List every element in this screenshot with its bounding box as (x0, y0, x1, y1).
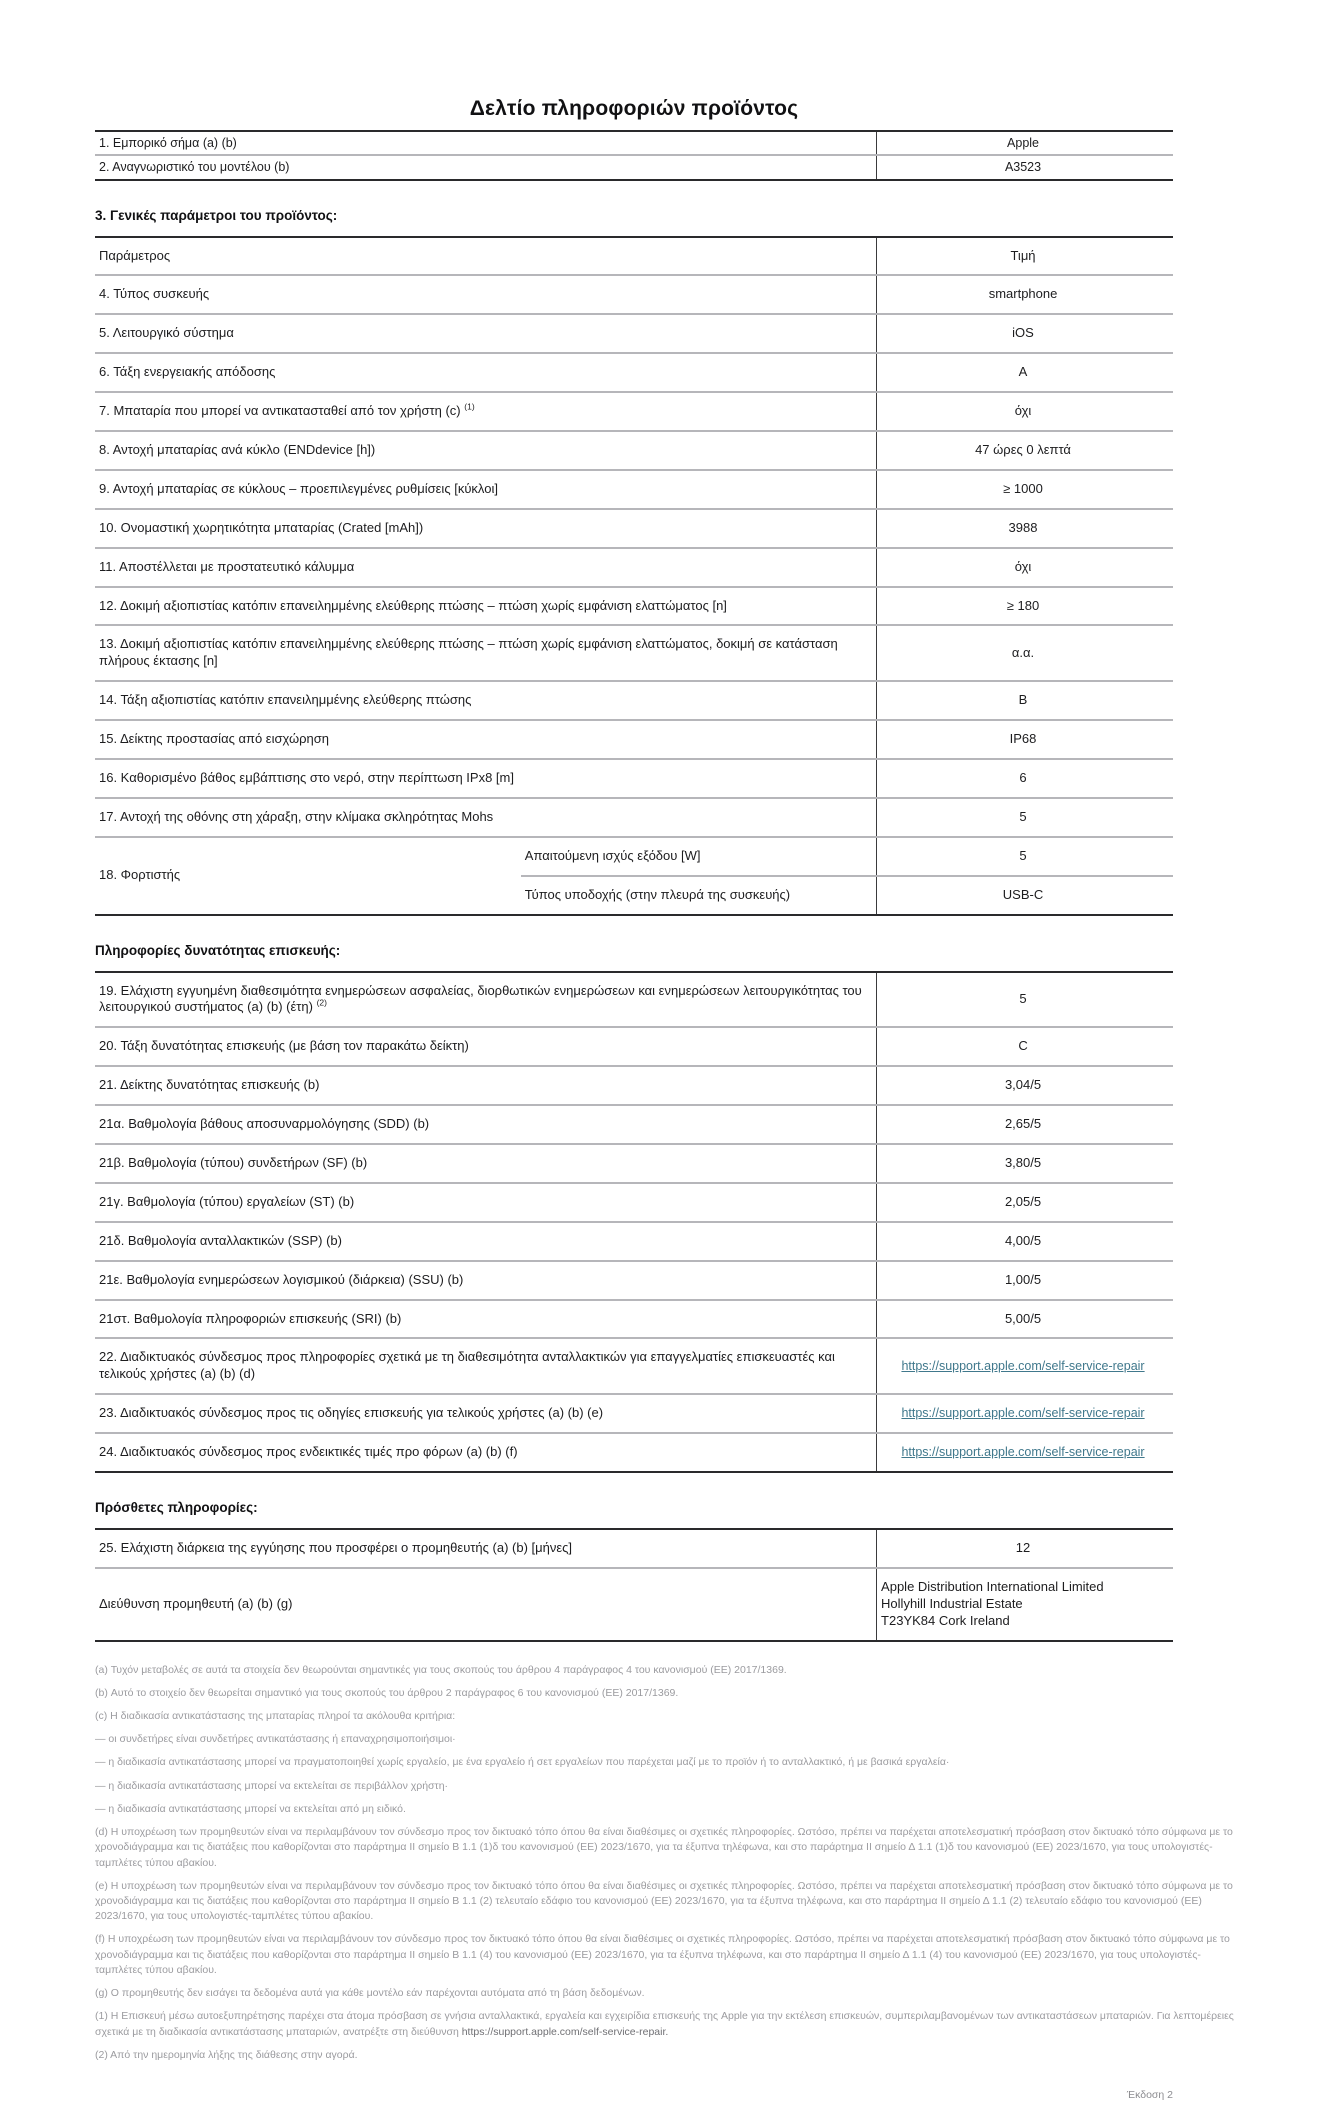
row-value: 1,00/5 (877, 1261, 1173, 1300)
footnote-d: (d) Η υποχρέωση των προμηθευτών είναι να περιλαμβάνουν τον σύνδεσμο προς τον δικτυακό τόπο όπου θα είναι διαθέσιμες οι σχετικές πληροφορίες. Ωστόσο, πρέπει να παρέχεται αποτελεσματική πρόσβαση στον δικτυακό τόπο σύμφωνα με το χρονοδιάγραμμα και τις διατάξεις που καθορίζονται στο παράρτημα II σημείο B 1.1 (1)δ του κανονισμού (ΕΕ) 2023/1670, για τα έξυπνα τηλέφωνα, και στο παράρτημα II σημείο Δ 1.1 (1)δ του κανονισμού (ΕΕ) 2023/1670, για τους υπολογιστές-ταμπλέτες τύπου αβακίου. (95, 1826, 1233, 1869)
row-value: B (877, 681, 1173, 720)
row-label: 21α. Βαθμολογία βάθους αποσυναρμολόγησης (SDD) (b) (95, 1105, 877, 1144)
row-value: ≥ 180 (877, 587, 1173, 626)
table-header-row (95, 237, 1173, 276)
self-service-repair-link[interactable]: https://support.apple.com/self-service-repair (901, 1406, 1145, 1421)
page-title: Δελτίο πληροφοριών προϊόντος (469, 97, 799, 120)
footnote-1-url: https://support.apple.com/self-service-repair. (461, 2025, 669, 2038)
charger-sub-label: Τύπος υποδοχής (στην πλευρά της συσκευής) (521, 876, 877, 915)
row-value (877, 1394, 1173, 1433)
section-heading-general: 3. Γενικές παράμετροι του προϊόντος: (95, 207, 338, 223)
row-value: 5 (877, 798, 1173, 837)
row-value: 12 (877, 1529, 1173, 1568)
row-value: 2,65/5 (877, 1105, 1173, 1144)
row-value: C (877, 1027, 1173, 1066)
row-label: 10. Ονομαστική χωρητικότητα μπαταρίας (Crated [mAh]) (95, 509, 877, 548)
footnote-ref-1: (1) (464, 401, 475, 412)
row-value: iOS (877, 314, 1173, 353)
table-row (95, 681, 1173, 720)
table-row (95, 392, 1173, 431)
row-value: A (877, 353, 1173, 392)
row-label: 21. Δείκτης δυνατότητας επισκευής (b) (95, 1066, 877, 1105)
supplier-row (95, 1568, 1173, 1641)
table-row (95, 314, 1173, 353)
footnote-c-criterion: — η διαδικασία αντικατάστασης μπορεί να πραγματοποιηθεί χωρίς εργαλείο, με ένα εργαλείο ή σετ εργαλείων που παρέχεται μαζί με το προϊόν ή το ανταλλακτικό, ή με βασικά εργαλεία· (95, 1756, 950, 1769)
table-row (95, 431, 1173, 470)
row-value (877, 1338, 1173, 1394)
row-label-text: 7. Μπαταρία που μπορεί να αντικατασταθεί από τον χρήστη (c) (99, 403, 461, 419)
row-value: smartphone (877, 275, 1173, 314)
table-row (95, 1144, 1173, 1183)
table-row (95, 1105, 1173, 1144)
footnote-1-text: (1) Η Επισκευή μέσω αυτοεξυπηρέτησης παρέχει στα άτομα πρόσβαση σε γνήσια ανταλλακτικά, εργαλεία και εγχειρίδια επισκευής της Apple για την εκτέλεση επισκευών, συμπεριλαμβανομένων των αντικαταστάσεων μπαταριών. Για λεπτομέρειες σχετικά με τη διαδικασία αντικατάστασης μπαταριών, ανατρέξτε στη διεύθυνση (95, 2010, 1234, 2038)
row-value: 5,00/5 (877, 1300, 1173, 1339)
footnote-b: (b) Αυτό το στοιχείο δεν θεωρείται σημαντικό για τους σκοπούς του άρθρου 2 παράγραφος 6 του κανονισμού (ΕΕ) 2017/1369. (95, 1686, 679, 1699)
table-row (95, 1066, 1173, 1105)
row-label: 24. Διαδικτυακός σύνδεσμος προς ενδεικτικές τιμές προ φόρων (a) (b) (f) (95, 1433, 877, 1472)
row-label (95, 972, 877, 1028)
table-row (95, 509, 1173, 548)
charger-sub-label: Απαιτούμενη ισχύς εξόδου [W] (521, 837, 877, 876)
section-heading-repairability: Πληροφορίες δυνατότητας επισκευής: (95, 942, 341, 958)
footnote-c-criterion: — η διαδικασία αντικατάστασης μπορεί να εκτελείται σε περιβάλλον χρήστη· (95, 1779, 449, 1792)
table-row (95, 1183, 1173, 1222)
row-label: 21ε. Βαθμολογία ενημερώσεων λογισμικού (διάρκεια) (SSU) (b) (95, 1261, 877, 1300)
row-label: 6. Τάξη ενεργειακής απόδοσης (95, 353, 877, 392)
sheet-content (95, 0, 1234, 2101)
row-label (95, 392, 877, 431)
row-label: 12. Δοκιμή αξιοπιστίας κατόπιν επανειλημμένης ελεύθερης πτώσης – πτώση χωρίς εμφάνιση ελαττώματος [n] (95, 587, 877, 626)
table-row (95, 798, 1173, 837)
row-value: 3,80/5 (877, 1144, 1173, 1183)
row-label-text: 19. Ελάχιστη εγγυημένη διαθεσιμότητα ενημερώσεων ασφαλείας, διορθωτικών ενημερώσεων και ενημερώσεων λειτουργικότητας του λειτουργικού συστήματος (a) (b) (έτη) (99, 982, 862, 1015)
footnote-c-criterion: — οι συνδετήρες είναι συνδετήρες αντικατάστασης ή επαναχρησιμοποιήσιμοι· (95, 1733, 456, 1746)
row-value: A3523 (877, 155, 1173, 179)
supplier-address (877, 1568, 1173, 1641)
charger-row (95, 837, 1173, 876)
row-value: 3,04/5 (877, 1066, 1173, 1105)
table-row (95, 972, 1173, 1028)
row-value: όχι (877, 548, 1173, 587)
row-value (877, 1433, 1173, 1472)
row-value: 4,00/5 (877, 1222, 1173, 1261)
row-label: 17. Αντοχή της οθόνης στη χάραξη, στην κλίμακα σκληρότητας Mohs (95, 798, 877, 837)
row-value: ≥ 1000 (877, 470, 1173, 509)
table-row (95, 353, 1173, 392)
supplier-address-line: T23YK84 Cork Ireland (881, 1612, 1010, 1628)
table-row (95, 1338, 1173, 1394)
row-label: 1. Εμπορικό σήμα (a) (b) (99, 136, 237, 150)
repairability-table (95, 971, 1173, 1473)
table-row (95, 1529, 1173, 1568)
additional-info-table (95, 1528, 1173, 1642)
row-label: 21στ. Βαθμολογία πληροφοριών επισκευής (SRI) (b) (95, 1300, 877, 1339)
table-row (95, 625, 1173, 681)
footnote-g: (g) Ο προμηθευτής δεν εισάγει τα δεδομένα αυτά για κάθε μοντέλο εάν παρέχονται αυτόματα από τη βάση δεδομένων. (95, 1987, 645, 2000)
row-value: Apple (877, 131, 1173, 155)
row-label: 15. Δείκτης προστασίας από εισχώρηση (95, 720, 877, 759)
row-label: 8. Αντοχή μπαταρίας ανά κύκλο (ENDdevice [h]) (95, 431, 877, 470)
row-label: 25. Ελάχιστη διάρκεια της εγγύησης που προσφέρει ο προμηθευτής (a) (b) [μήνες] (99, 1540, 573, 1555)
row-label: 21γ. Βαθμολογία (τύπου) εργαλείων (ST) (b) (95, 1183, 877, 1222)
self-service-repair-link[interactable]: https://support.apple.com/self-service-repair (901, 1358, 1145, 1373)
row-label: 20. Τάξη δυνατότητας επισκευής (με βάση τον παρακάτω δείκτη) (95, 1027, 877, 1066)
row-value: 5 (877, 972, 1173, 1028)
table-row (95, 131, 1173, 155)
row-label: 4. Τύπος συσκευής (95, 275, 877, 314)
row-label: 13. Δοκιμή αξιοπιστίας κατόπιν επανειλημμένης ελεύθερης πτώσης – πτώση χωρίς εμφάνιση ελαττώματος, δοκιμή σε κατάσταση πλήρους έκτασης [n] (95, 625, 877, 681)
self-service-repair-link[interactable]: https://support.apple.com/self-service-repair (901, 1445, 1145, 1460)
row-value: USB-C (877, 876, 1173, 915)
table-row (95, 1222, 1173, 1261)
row-label: 21δ. Βαθμολογία ανταλλακτικών (SSP) (b) (95, 1222, 877, 1261)
row-value: 3988 (877, 509, 1173, 548)
version-label: Έκδοση 2 (1126, 2088, 1173, 2101)
table-row (95, 1027, 1173, 1066)
row-value: 47 ώρες 0 λεπτά (877, 431, 1173, 470)
footnote-1 (95, 2009, 1237, 2039)
section-heading-additional: Πρόσθετες πληροφορίες: (95, 1500, 258, 1515)
table-row (95, 1394, 1173, 1433)
table-row (95, 1433, 1173, 1472)
row-label: 11. Αποστέλλεται με προστατευτικό κάλυμμα (95, 548, 877, 587)
table-row (95, 587, 1173, 626)
table-row (95, 548, 1173, 587)
row-value: όχι (877, 392, 1173, 431)
footnote-c-criterion: — η διαδικασία αντικατάστασης μπορεί να εκτελείται από μη ειδικό. (95, 1802, 406, 1815)
table-row (95, 1261, 1173, 1300)
supplier-address-line: Apple Distribution International Limited (881, 1578, 1104, 1594)
row-label: 2. Αναγνωριστικό του μοντέλου (b) (95, 155, 877, 179)
footnote-2: (2) Από την ημερομηνία λήξης της διάθεσης στην αγορά. (95, 2048, 358, 2061)
footnotes (95, 1663, 1237, 2063)
row-value: α.α. (877, 625, 1173, 681)
row-value: 2,05/5 (877, 1183, 1173, 1222)
table-row (95, 155, 1173, 179)
footnote-c: (c) Η διαδικασία αντικατάστασης της μπαταρίας πληροί τα ακόλουθα κριτήρια: (95, 1710, 456, 1722)
row-value: IP68 (877, 720, 1173, 759)
general-parameters-table (95, 236, 1173, 916)
table-row (95, 720, 1173, 759)
table-row (95, 275, 1173, 314)
row-label: 14. Τάξη αξιοπιστίας κατόπιν επανειλημμένης ελεύθερης πτώσης (95, 681, 877, 720)
footnote-a: (a) Τυχόν μεταβολές σε αυτά τα στοιχεία δεν θεωρούνται σημαντικές για τους σκοπούς του άρθρου 4 παράγραφος 4 του κανονισμού (ΕΕ) 2017/1369. (95, 1663, 787, 1676)
column-header-parameter: Παράμετρος (99, 247, 171, 263)
table-row (95, 470, 1173, 509)
row-label: 5. Λειτουργικό σύστημα (95, 314, 877, 353)
row-label: 22. Διαδικτυακός σύνδεσμος προς πληροφορίες σχετικά με τη διαθεσιμότητα ανταλλακτικών για επαγγελματίες επισκευαστές και τελικούς χρήστες (a) (b) (d) (95, 1338, 877, 1394)
row-label: 16. Καθορισμένο βάθος εμβάπτισης στο νερό, στην περίπτωση IPx8 [m] (95, 759, 877, 798)
table-row (95, 759, 1173, 798)
row-label: Διεύθυνση προμηθευτή (a) (b) (g) (95, 1568, 877, 1641)
row-label: 9. Αντοχή μπαταρίας σε κύκλους – προεπιλεγμένες ρυθμίσεις [κύκλοι] (95, 470, 877, 509)
footnote-e: (e) Η υποχρέωση των προμηθευτών είναι να περιλαμβάνουν τον σύνδεσμο προς τον δικτυακό τόπο όπου θα είναι διαθέσιμες οι σχετικές πληροφορίες. Ωστόσο, πρέπει να παρέχεται αποτελεσματική πρόσβαση στον δικτυακό τόπο σύμφωνα με το χρονοδιάγραμμα και τις διατάξεις που καθορίζονται στο παράρτημα II σημείο B 1.1 (2) τελευταίο εδάφιο του κανονισμού (ΕΕ) 2023/1670, για τα έξυπνα τηλέφωνα, και στο παράρτημα II σημείο Δ 1.1 (2) τελευταίο εδάφιο του κανονισμού (ΕΕ) 2023/1670, για τους υπολογιστές-ταμπλέτες τύπου αβακίου. (95, 1879, 1233, 1923)
row-label: 18. Φορτιστής (95, 837, 521, 915)
row-label: 21β. Βαθμολογία (τύπου) συνδετήρων (SF) (b) (95, 1144, 877, 1183)
row-label: 23. Διαδικτυακός σύνδεσμος προς τις οδηγίες επισκευής για τελικούς χρήστες (a) (b) (e) (95, 1394, 877, 1433)
supplier-address-line: Hollyhill Industrial Estate (881, 1595, 1023, 1611)
row-value: 5 (877, 837, 1173, 876)
footnote-f: (f) Η υποχρέωση των προμηθευτών είναι να περιλαμβάνουν τον σύνδεσμο προς τον δικτυακό τόπο όπου θα είναι διαθέσιμες οι σχετικές πληροφορίες. Ωστόσο, πρέπει να παρέχεται αποτελεσματική πρόσβαση στον δικτυακό τόπο σύμφωνα με το χρονοδιάγραμμα και τις διατάξεις που καθορίζονται στο παράρτημα II σημείο B 1.1 (4) του κανονισμού (ΕΕ) 2023/1670, για τα έξυπνα τηλέφωνα, και στο παράρτημα II σημείο Δ 1.1 (4) του κανονισμού (ΕΕ) 2023/1670, για τους υπολογιστές-ταμπλέτες τύπου αβακίου. (95, 1933, 1230, 1976)
footnote-ref-2: (2) (316, 998, 327, 1009)
row-value: 6 (877, 759, 1173, 798)
identification-table (95, 130, 1173, 181)
table-row (95, 1300, 1173, 1339)
column-header-value: Τιμή (877, 237, 1173, 276)
